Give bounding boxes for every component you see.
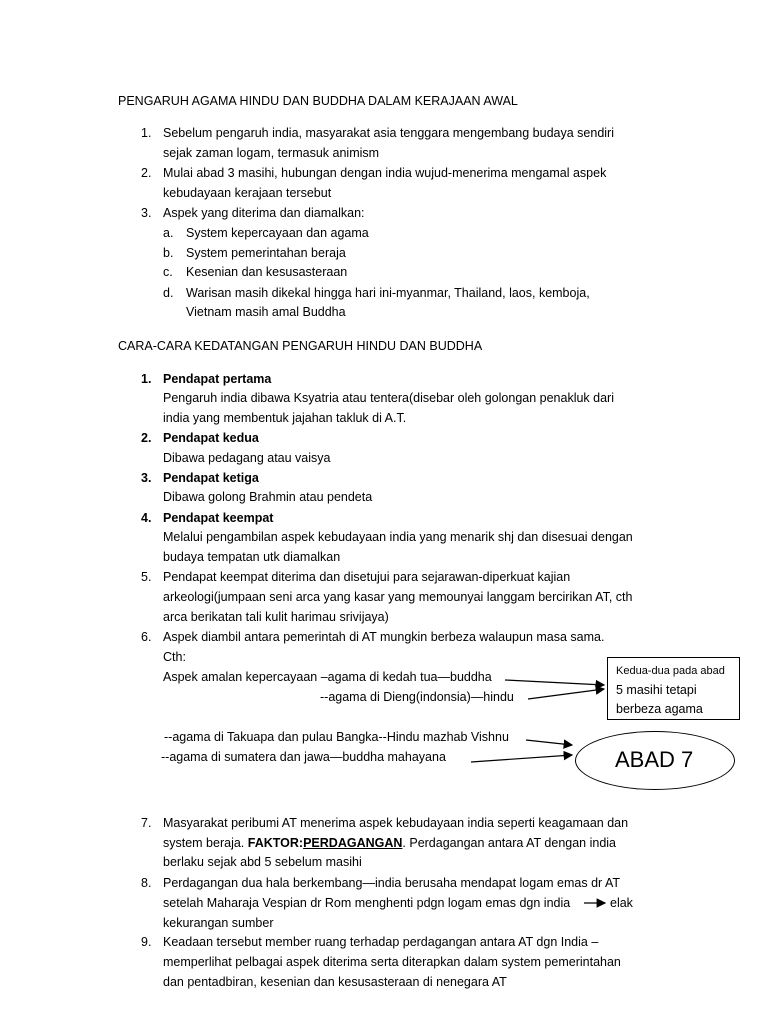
- list2-num-5: 5.: [141, 570, 152, 584]
- list1-num-2: 2.: [141, 166, 152, 180]
- list1-item-2-line1: Mulai abad 3 masihi, hubungan dengan india wujud-menerima mengamal aspek: [163, 166, 607, 180]
- example-dieng: --agama di Dieng(indonsia)—hindu: [320, 690, 514, 704]
- heading-cara-cara: CARA-CARA KEDATANGAN PENGARUH HINDU DAN BUDDHA: [118, 339, 483, 353]
- example-sumatera: --agama di sumatera dan jawa—buddha mahayana: [161, 750, 446, 764]
- item-7-text-b: . Perdagangan antara AT dengan india: [402, 836, 617, 850]
- list2-num-6: 6.: [141, 630, 152, 644]
- sublist-letter-a: a.: [163, 226, 174, 240]
- example-kedah-tua: Aspek amalan kepercayaan –agama di kedah tua—buddha: [163, 670, 492, 684]
- pendapat-kedua-title: Pendapat kedua: [163, 431, 259, 445]
- list2-item-6-line1: Aspek diambil antara pemerintah di AT mungkin berbeza walaupun masa sama.: [163, 630, 605, 644]
- heading-pengaruh: PENGARUH AGAMA HINDU DAN BUDDHA DALAM KERAJAAN AWAL: [118, 94, 518, 108]
- sublist-item-d-line1: Warisan masih dikekal hingga hari ini-myanmar, Thailand, laos, kemboja,: [186, 286, 590, 300]
- callout-box-line3: berbeza agama: [616, 702, 703, 716]
- arrow-sumatera-to-ellipse: [471, 755, 572, 762]
- list1-item-3: Aspek yang diterima dan diamalkan:: [163, 206, 365, 220]
- list1-item-1-line2: sejak zaman logam, termasuk animism: [163, 146, 380, 160]
- list2-item-9-line2: memperlihat pelbagai aspek diterima serta diterapkan dalam system pemerintahan: [163, 955, 621, 969]
- list2-num-2: 2.: [141, 431, 152, 445]
- list2-num-4: 4.: [141, 511, 152, 525]
- abad-7-label: ABAD 7: [615, 747, 694, 772]
- sublist-item-a: System kepercayaan dan agama: [186, 226, 369, 240]
- sublist-item-c: Kesenian dan kesusasteraan: [186, 265, 348, 279]
- pendapat-ketiga-title: Pendapat ketiga: [163, 471, 259, 485]
- list2-item-7-line3: berlaku sejak abd 5 sebelum masihi: [163, 855, 362, 869]
- sublist-item-d-line2: Vietnam masih amal Buddha: [186, 305, 346, 319]
- sublist-letter-c: c.: [163, 265, 173, 279]
- list2-num-8: 8.: [141, 876, 152, 890]
- list2-num-3: 3.: [141, 471, 152, 485]
- list2-item-9-line3: dan pentadbiran, kesenian dan kesusasteraan di nenegara AT: [163, 975, 507, 989]
- perdagangan-keyword: PERDAGANGAN: [303, 836, 403, 850]
- list2-item-8-line3: kekurangan sumber: [163, 916, 274, 930]
- cth-label: Cth:: [163, 650, 186, 664]
- list2-num-9: 9.: [141, 935, 152, 949]
- arrow-kedah-to-box: [505, 680, 604, 685]
- sublist-letter-d: d.: [163, 286, 174, 300]
- callout-box-line1: Kedua-dua pada abad: [616, 665, 725, 677]
- elak-word: elak: [610, 896, 633, 910]
- pendapat-keempat-line2: budaya tempatan utk diamalkan: [163, 550, 341, 564]
- pendapat-pertama-title: Pendapat pertama: [163, 372, 272, 386]
- list2-item-8-line2: setelah Maharaja Vespian dr Rom menghenti pdgn logam emas dgn india: [163, 896, 571, 910]
- pendapat-pertama-line1: Pengaruh india dibawa Ksyatria atau tentera(disebar oleh golongan penakluk dari: [163, 391, 615, 405]
- list1-num-3: 3.: [141, 206, 152, 220]
- list1-num-1: 1.: [141, 126, 152, 140]
- list2-item-7-line1: Masyarakat peribumi AT menerima aspek kebudayaan india seperti keagamaan dan: [163, 816, 629, 830]
- callout-box-line2: 5 masihi tetapi: [616, 683, 697, 697]
- example-takuapa: --agama di Takuapa dan pulau Bangka--Hindu mazhab Vishnu: [164, 730, 509, 744]
- list2-item-5-line2: arkeologi(jumpaan seni arca yang kasar yang memounyai langgam bercirikan AT, cth: [163, 590, 633, 604]
- list1-item-1-line1: Sebelum pengaruh india, masyarakat asia tenggara mengembang budaya sendiri: [163, 126, 614, 140]
- pendapat-pertama-line2: india yang membentuk jajahan takluk di A.T.: [163, 411, 407, 425]
- list2-num-7: 7.: [141, 816, 152, 830]
- faktor-label: FAKTOR:: [247, 836, 304, 850]
- sublist-item-b: System pemerintahan beraja: [186, 246, 346, 260]
- list2-item-7-line2: [163, 835, 616, 851]
- arrow-dieng-to-box: [528, 689, 604, 699]
- list2-num-1: 1.: [141, 372, 152, 386]
- list2-item-5-line3: arca berikatan tali kulit harimau srivijaya): [163, 610, 389, 624]
- pendapat-kedua-body: Dibawa pedagang atau vaisya: [163, 451, 331, 465]
- list2-item-9-line1: Keadaan tersebut member ruang terhadap perdagangan antara AT dgn India –: [163, 935, 599, 949]
- pendapat-keempat-line1: Melalui pengambilan aspek kebudayaan india yang menarik shj dan disesuai dengan: [163, 530, 633, 544]
- pendapat-keempat-title: Pendapat keempat: [163, 511, 274, 525]
- arrow-takuapa-to-ellipse: [526, 740, 572, 745]
- item-7-text-a: system beraja.: [163, 836, 248, 850]
- sublist-letter-b: b.: [163, 246, 174, 260]
- list2-item-8-line1: Perdagangan dua hala berkembang—india berusaha mendapat logam emas dr AT: [163, 876, 621, 890]
- list2-item-5-line1: Pendapat keempat diterima dan disetujui para sejarawan-diperkuat kajian: [163, 570, 571, 584]
- list1-item-2-line2: kebudayaan kerajaan tersebut: [163, 186, 332, 200]
- pendapat-ketiga-body: Dibawa golong Brahmin atau pendeta: [163, 490, 373, 504]
